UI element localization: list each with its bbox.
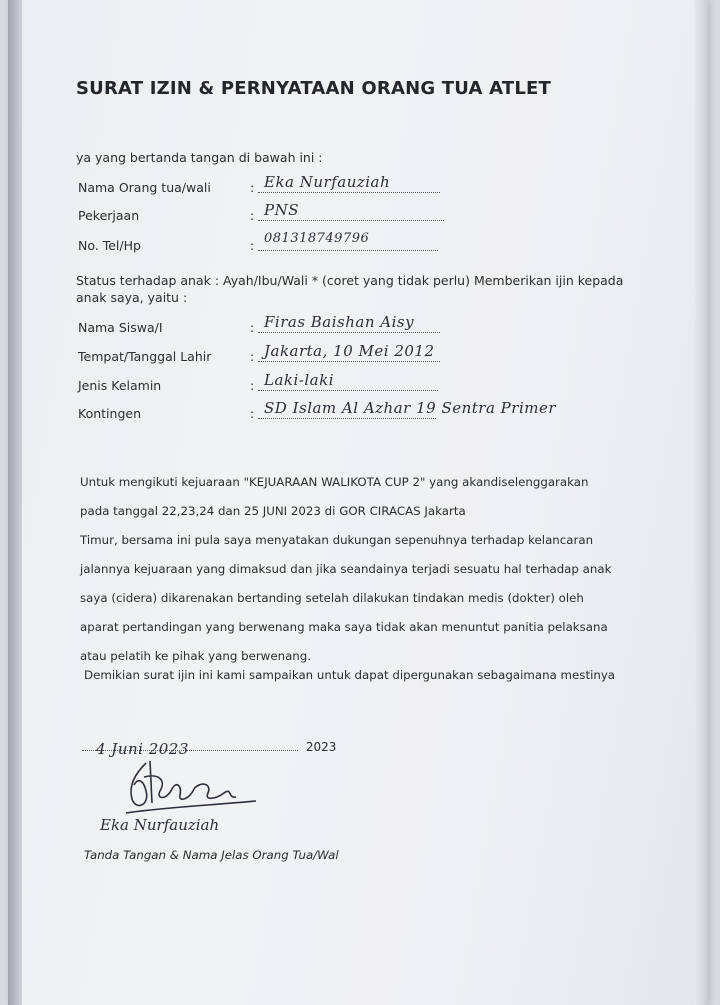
handwritten-value: Laki-laki: [264, 371, 334, 389]
date-year: 2023: [305, 740, 337, 754]
fill-line: [258, 390, 438, 391]
fill-line: [258, 332, 440, 333]
status-text: Status terhadap anak : Ayah/Ibu/Wali * (coret yang tidak perlu) Memberikan ijin kepada anak saya, yaitu :: [76, 273, 624, 305]
field-label: Jenis Kelamin: [78, 378, 162, 393]
signer-name: Eka Nurfauziah: [100, 816, 220, 834]
field-label: Nama Siswa/I: [78, 320, 163, 335]
paragraph-line: pada tanggal 22,23,24 dan 25 JUNI 2023 di GOR CIRACAS Jakarta: [80, 504, 466, 518]
field-label: Nama Orang tua/wali: [78, 180, 211, 195]
fill-line: [258, 250, 438, 251]
handwritten-value: 081318749796: [264, 231, 370, 246]
field-colon: :: [250, 349, 255, 364]
paper-right-edge: [694, 0, 708, 1005]
fill-line: [258, 220, 444, 221]
paragraph-line: saya (cidera) dikarenakan bertanding setelah dilakukan tindakan medis (dokter) oleh: [80, 591, 584, 605]
field-colon: :: [250, 320, 255, 335]
field-label: Pekerjaan: [78, 208, 140, 223]
letter-title: SURAT IZIN & PERNYATAAN ORANG TUA ATLET: [76, 78, 551, 99]
paragraph-line: atau pelatih ke pihak yang berwenang.: [80, 649, 312, 663]
field-row-parent-name: [78, 173, 678, 204]
handwritten-value: Firas Baishan Aisy: [264, 313, 415, 331]
statement-paragraph: [80, 468, 640, 671]
paper-left-edge: [8, 0, 22, 1005]
field-colon: :: [250, 208, 255, 223]
field-row-occupation: [78, 201, 678, 232]
intro-text: ya yang bertanda tangan di bawah ini :: [76, 150, 323, 165]
closing-text: Demikian surat ijin ini kami sampaikan untuk dapat dipergunakan sebagaimana mestinya: [84, 668, 616, 682]
fill-line: [258, 192, 440, 193]
handwritten-value: Eka Nurfauziah: [264, 173, 391, 191]
handwritten-date: 4 Juni 2023: [96, 740, 189, 758]
field-row-student-name: [78, 313, 678, 344]
letter-page: [8, 0, 708, 1005]
fill-line: [258, 361, 440, 362]
paragraph-line: jalannya kejuaraan yang dimaksud dan jika seandainya terjadi sesuatu hal terhadap anak: [80, 562, 612, 576]
signature-caption: Tanda Tangan & Nama Jelas Orang Tua/Wal: [84, 848, 339, 862]
handwritten-value: PNS: [264, 201, 299, 219]
field-row-phone: [78, 231, 678, 262]
field-colon: :: [250, 406, 255, 421]
field-row-birth: [78, 342, 678, 373]
paragraph-line: Timur, bersama ini pula saya menyatakan dukungan sepenuhnya terhadap kelancaran: [80, 533, 594, 547]
field-label: Tempat/Tanggal Lahir: [78, 349, 212, 364]
fill-line: [258, 418, 436, 419]
paragraph-line: aparat pertandingan yang berwenang maka saya tidak akan menuntut panitia pelaksana: [80, 620, 608, 634]
date-line: [82, 740, 337, 758]
handwritten-value: Jakarta, 10 Mei 2012: [264, 342, 435, 360]
field-label: Kontingen: [78, 406, 141, 421]
date-fill-line: [82, 740, 298, 758]
field-colon: :: [250, 238, 255, 253]
field-colon: :: [250, 378, 255, 393]
paragraph-line: Untuk mengikuti kejuaraan "KEJUARAAN WALIKOTA CUP 2" yang akandiselenggarakan: [80, 475, 589, 489]
field-colon: :: [250, 180, 255, 195]
handwritten-value: SD Islam Al Azhar 19 Sentra Primer: [264, 399, 557, 417]
field-row-contingent: [78, 399, 678, 430]
field-label: No. Tel/Hp: [78, 238, 141, 253]
